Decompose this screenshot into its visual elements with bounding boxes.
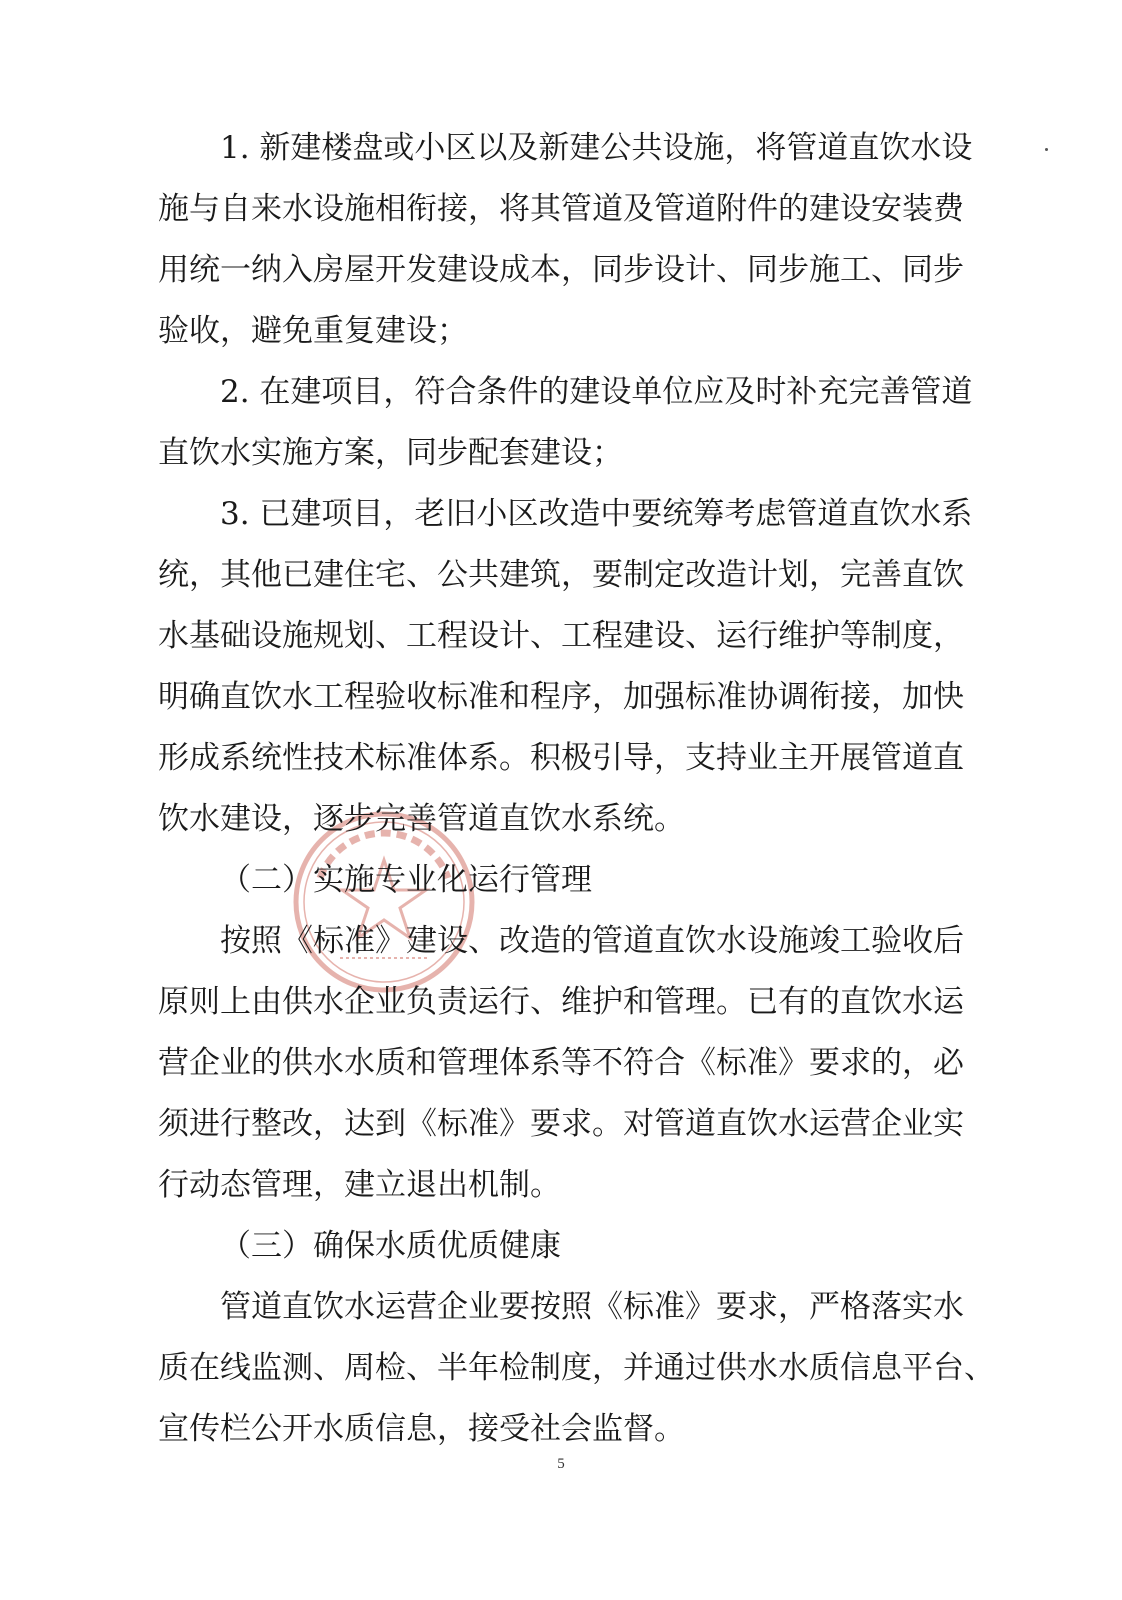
- text-line: 行动态管理，建立退出机制。: [158, 1167, 561, 1203]
- text-line: 饮水建设，逐步完善管道直饮水系统。: [158, 801, 685, 837]
- page-number: 5: [557, 1456, 565, 1472]
- text-line: 直饮水实施方案，同步配套建设；: [158, 435, 623, 471]
- text-line: 宣传栏公开水质信息，接受社会监督。: [158, 1411, 685, 1447]
- text-line: 管道直饮水运营企业要按照《标准》要求，严格落实水: [220, 1289, 964, 1325]
- text-line: 验收，避免重复建设；: [158, 313, 468, 349]
- text-line: 须进行整改，达到《标准》要求。对管道直饮水运营企业实: [158, 1106, 964, 1142]
- text-line: 明确直饮水工程验收标准和程序，加强标准协调衔接，加快: [158, 679, 964, 715]
- text-line: 施与自来水设施相衔接，将其管道及管道附件的建设安装费: [158, 191, 964, 227]
- text-line: 1. 新建楼盘或小区以及新建公共设施，将管道直饮水设: [220, 130, 973, 166]
- text-line: 按照《标准》建设、改造的管道直饮水设施竣工验收后: [220, 923, 964, 959]
- section-heading: （三）确保水质优质健康: [220, 1228, 561, 1264]
- text-line: 形成系统性技术标准体系。积极引导，支持业主开展管道直: [158, 740, 964, 776]
- scan-speck: [1045, 148, 1048, 151]
- section-heading: （二）实施专业化运行管理: [220, 862, 592, 898]
- text-line: 原则上由供水企业负责运行、维护和管理。已有的直饮水运: [158, 984, 964, 1020]
- text-line: 统，其他已建住宅、公共建筑，要制定改造计划，完善直饮: [158, 557, 964, 593]
- text-line: 质在线监测、周检、半年检制度，并通过供水水质信息平台、: [158, 1350, 995, 1386]
- text-line: 用统一纳入房屋开发建设成本，同步设计、同步施工、同步: [158, 252, 964, 288]
- text-line: 2. 在建项目，符合条件的建设单位应及时补充完善管道: [220, 374, 973, 410]
- text-line: 3. 已建项目，老旧小区改造中要统筹考虑管道直饮水系: [220, 496, 973, 532]
- text-line: 水基础设施规划、工程设计、工程建设、运行维护等制度，: [158, 618, 964, 654]
- text-line: 营企业的供水水质和管理体系等不符合《标准》要求的，必: [158, 1045, 964, 1081]
